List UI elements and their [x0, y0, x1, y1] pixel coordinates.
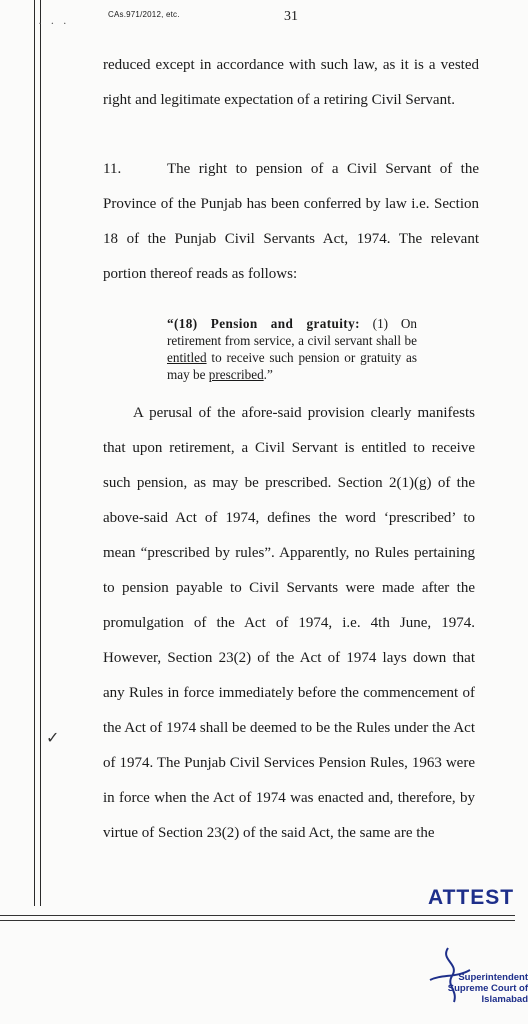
quote-text-a: (1) On retirement from service, a civil servant shall be [167, 316, 417, 348]
paragraph-continuation: reduced except in accordance with such law, as it is a vested right and legitimate expectation of a retiring Civil Servant. [103, 57, 479, 108]
paragraph-number: 11. [103, 161, 122, 177]
scan-specks: · · · [38, 16, 70, 30]
stamp-line-2: Supreme Court of [447, 983, 528, 994]
paragraph-11 [103, 152, 479, 292]
case-reference: CAs.971/2012, etc. [108, 10, 180, 19]
footer-rule-top [0, 915, 515, 916]
quote-text-c: .” [263, 367, 273, 382]
quote-underline-entitled: entitled [167, 350, 207, 365]
stamp-line-1: Superintendent [458, 972, 528, 983]
quote-heading: “(18) Pension and gratuity: [167, 316, 360, 331]
quote-underline-prescribed: prescribed [208, 367, 264, 382]
stamp-line-3: Islamabad [481, 994, 528, 1005]
margin-tick-mark: ✓ [46, 730, 60, 747]
paragraph-11-text: The right to pension of a Civil Servant of the Province of the Punjab has been conferred by law i.e. Section 18 of the Punjab Civil Servants Act, 1974. The relevant portion thereof reads as follows: [103, 161, 479, 282]
quoted-provision [167, 315, 417, 383]
official-stamp [438, 972, 528, 1005]
footer-rule-bottom [0, 920, 515, 921]
margin-line-left [34, 0, 35, 906]
attest-stamp: ATTEST [428, 886, 515, 909]
margin-line-inner [40, 0, 41, 906]
paragraph-analysis: A perusal of the afore-said provision clearly manifests that upon retirement, a Civil Servant is entitled to receive such pension, as may be prescribed. Section 2(1)(g) of the above-said Act of 1974, defines the word ‘prescribed’ to mean “prescribed by rules”. Apparently, no Rules pertaining to pension payable to Civil Servants were made after the promulgation of the Act of 1974, i.e. 4th June, 1974. However, Section 23(2) of the Act of 1974 lays down that any Rules in force immediately before the commencement of the Act of 1974 shall be deemed to be the Rules under the Act of 1974. The Punjab Civil Services Pension Rules, 1963 were in force when the Act of 1974 was enacted and, therefore, by virtue of Section 23(2) of the said Act, the same are the [103, 405, 475, 841]
quote-text-b: to receive such pension or gratuity as may be [167, 350, 417, 382]
page-number: 31 [284, 9, 298, 24]
